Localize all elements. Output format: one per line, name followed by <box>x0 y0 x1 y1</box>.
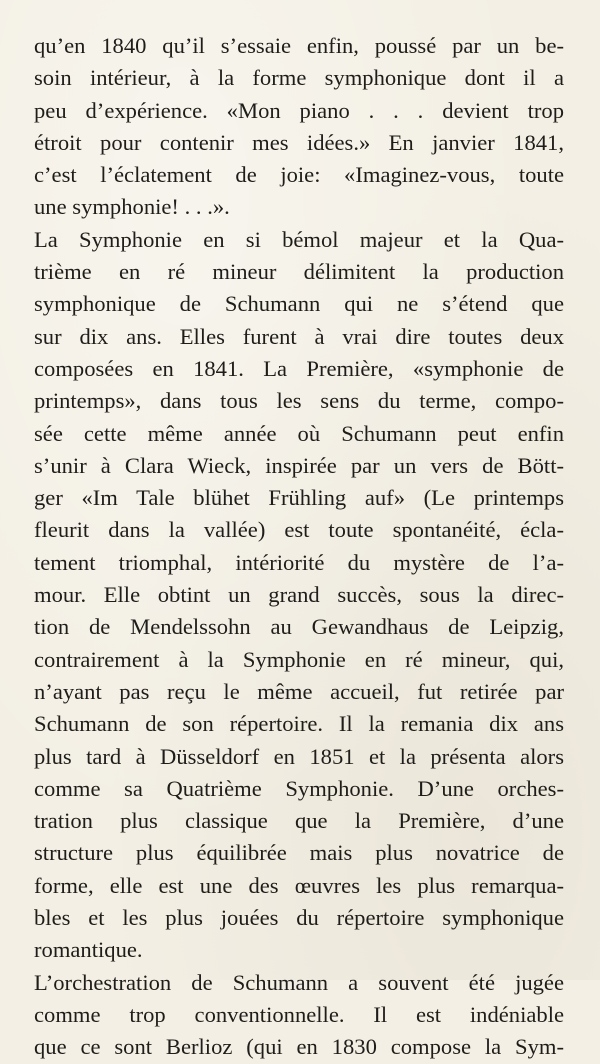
text-line: forme, elle est une des œuvres les plus remarqua- <box>34 872 564 898</box>
text-line: tement triomphal, intériorité du mystère de l’a- <box>34 549 564 575</box>
text-line: que ce sont Berlioz (qui en 1830 compose la Sym- <box>34 1034 564 1060</box>
text-line: printemps», dans tous les sens du terme, compo- <box>34 388 564 414</box>
text-line: qu’en 1840 qu’il s’essaie enfin, poussé par un be- <box>34 33 564 58</box>
paragraph-end-line: une symphonie! . . .». <box>34 194 230 220</box>
text-line: La Symphonie en si bémol majeur et la Qua- <box>34 226 564 252</box>
text-line: symphonique de Schumann qui ne s’étend que <box>34 291 564 317</box>
text-line: ger «Im Tale blühet Frühling auf» (Le printemps <box>34 485 564 511</box>
text-line: contrairement à la Symphonie en ré mineur, qui, <box>34 646 564 672</box>
text-line: étroit pour contenir mes idées.» En janvier 1841, <box>34 129 564 155</box>
text-line: fleurit dans la vallée) est toute spontanéité, écla- <box>34 517 564 543</box>
paragraph-end-line: romantique. <box>34 937 143 963</box>
text-line: s’unir à Clara Wieck, inspirée par un vers de Bött- <box>34 452 564 478</box>
text-line: peu d’expérience. «Mon piano . . . devient trop <box>34 97 564 123</box>
text-line: bles et les plus jouées du répertoire symphonique <box>34 905 564 931</box>
text-line: soin intérieur, à la forme symphonique dont il a <box>34 65 564 91</box>
text-line: comme sa Quatrième Symphonie. D’une orches- <box>34 775 564 801</box>
text-line: L’orchestration de Schumann a souvent été jugée <box>34 969 564 995</box>
text-line: Schumann de son répertoire. Il la remania dix ans <box>34 711 564 737</box>
text-line: mour. Elle obtint un grand succès, sous la direc- <box>34 582 564 608</box>
text-line: c’est l’éclatement de joie: «Imaginez-vous, toute <box>34 162 564 188</box>
body-text <box>34 30 564 1064</box>
text-line: tration plus classique que la Première, d’une <box>34 808 564 834</box>
text-line: trième en ré mineur délimitent la production <box>34 259 564 285</box>
text-line: composées en 1841. La Première, «symphonie de <box>34 355 564 381</box>
text-line: plus tard à Düsseldorf en 1851 et la présenta alors <box>34 743 564 769</box>
text-line: n’ayant pas reçu le même accueil, fut retirée par <box>34 678 564 704</box>
text-line: comme trop conventionnelle. Il est indéniable <box>34 1001 564 1027</box>
text-line: tion de Mendelssohn au Gewandhaus de Leipzig, <box>34 614 564 640</box>
text-line: sée cette même année où Schumann peut enfin <box>34 420 564 446</box>
text-line: structure plus équilibrée mais plus novatrice de <box>34 840 564 866</box>
text-line: sur dix ans. Elles furent à vrai dire toutes deux <box>34 323 564 349</box>
